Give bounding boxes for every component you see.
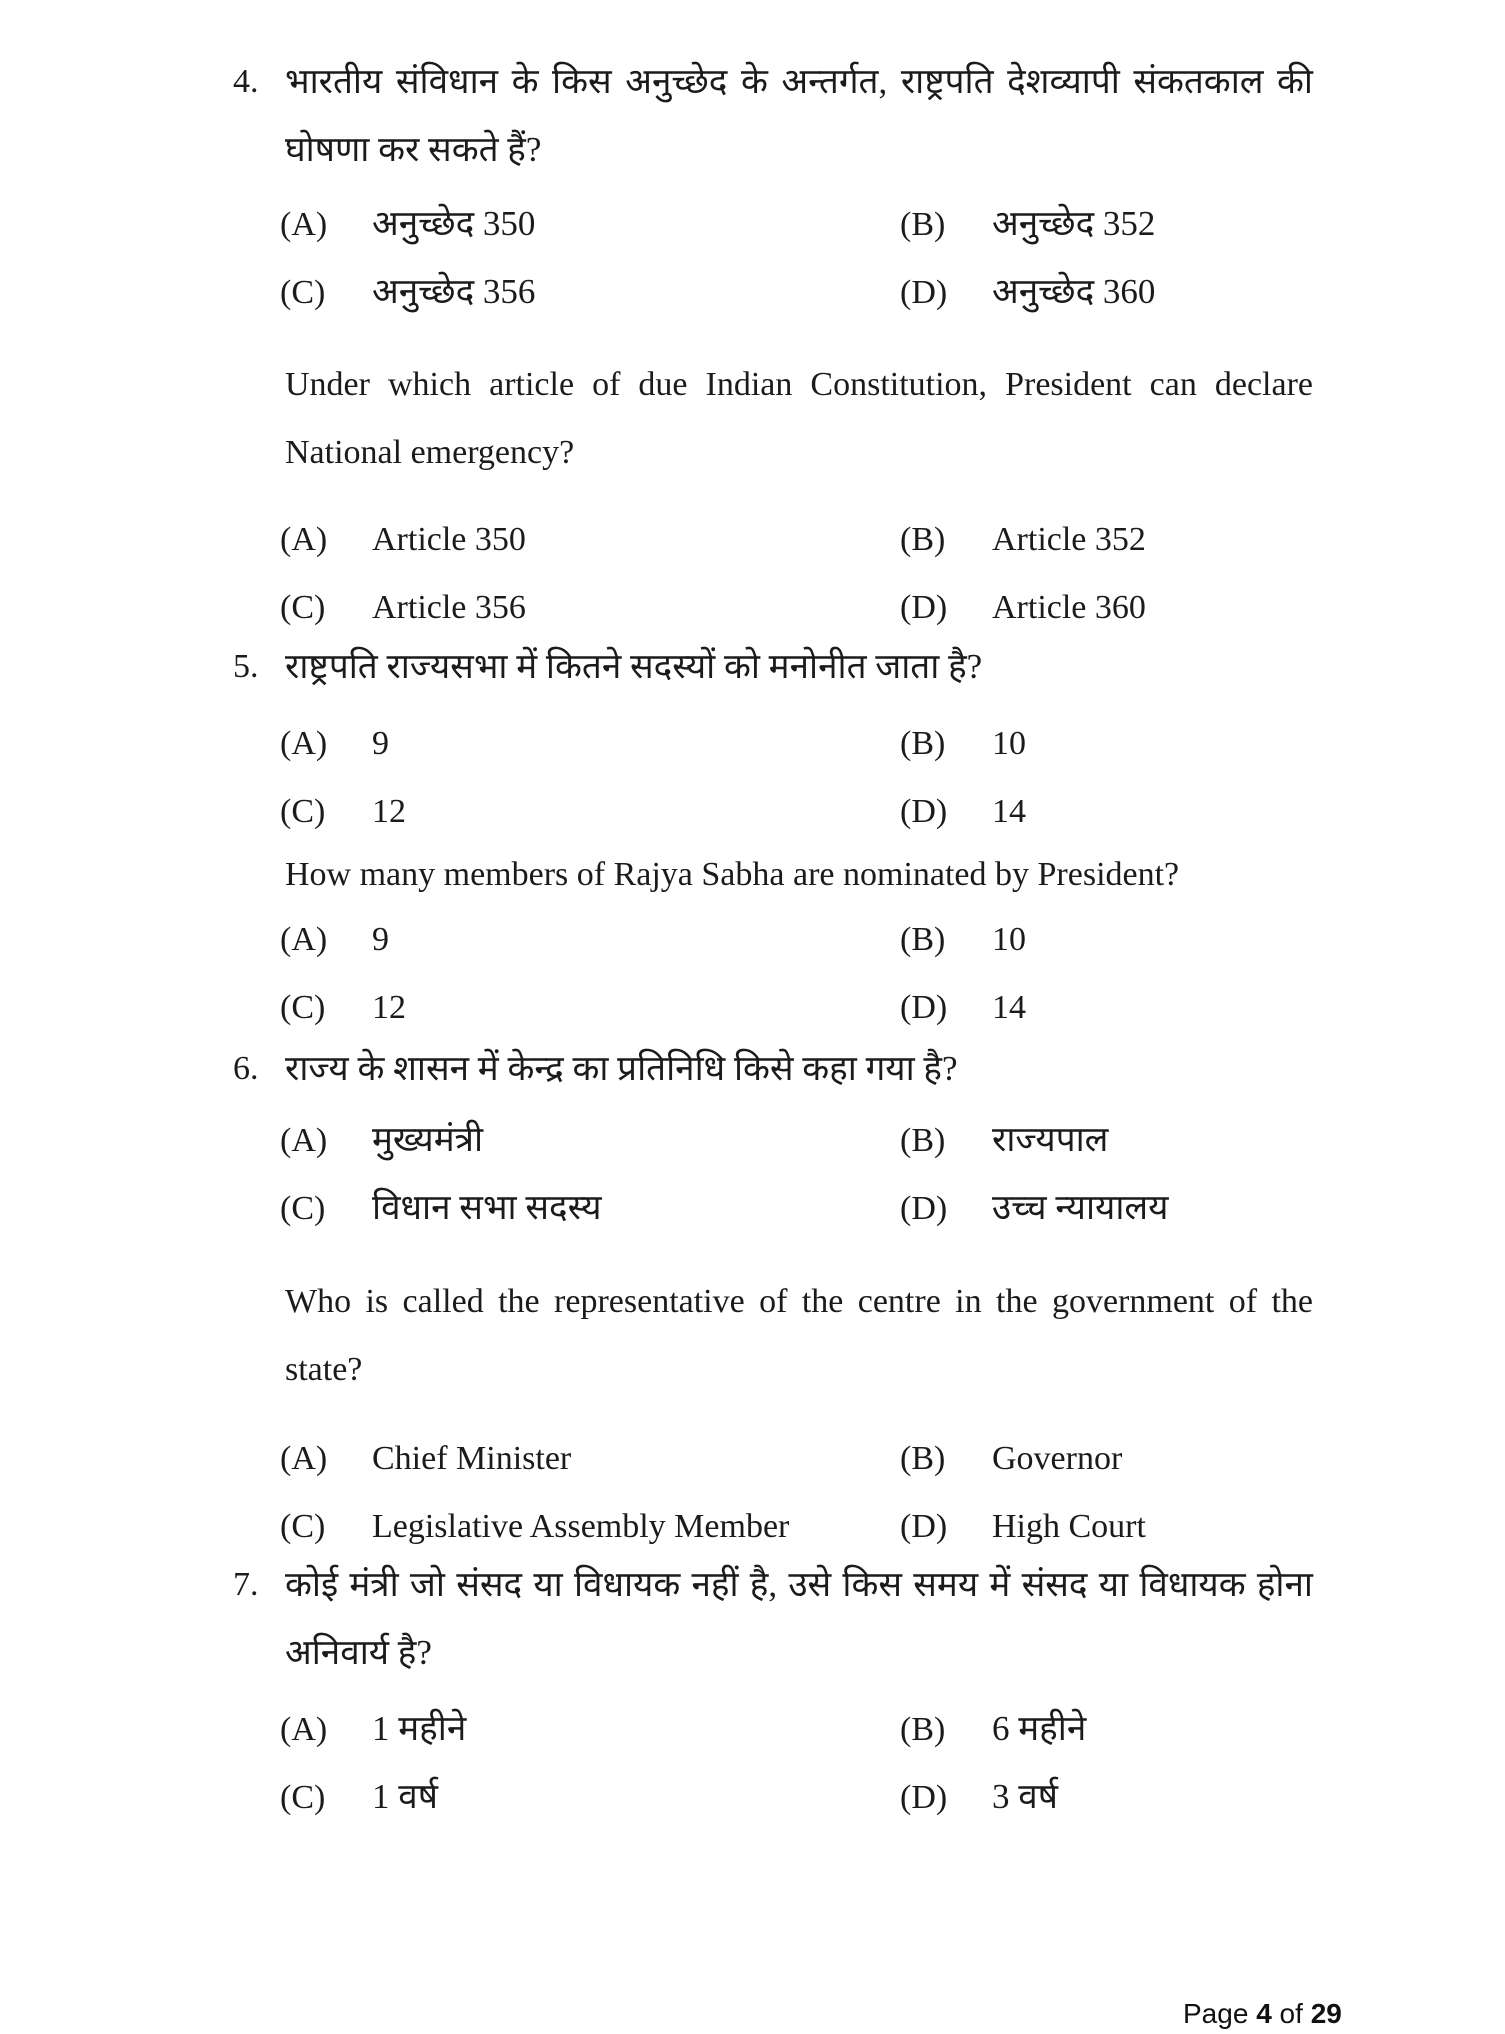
page-footer bbox=[1183, 1998, 1342, 2030]
question-5-hindi-options bbox=[0, 710, 1505, 846]
option-b bbox=[900, 190, 1155, 259]
option-label: (B) bbox=[900, 1440, 946, 1477]
option-text: 6 महीने bbox=[992, 1709, 1087, 1748]
option-b bbox=[900, 710, 1026, 778]
question-4-hindi bbox=[0, 48, 1505, 184]
option-text: 10 bbox=[992, 725, 1026, 762]
option-c bbox=[280, 1174, 602, 1243]
option-a bbox=[280, 1695, 466, 1764]
option-a bbox=[280, 1106, 483, 1175]
option-label: (D) bbox=[900, 1508, 948, 1545]
question-5-hindi bbox=[0, 633, 1505, 701]
option-a bbox=[280, 906, 389, 974]
option-label: (B) bbox=[900, 206, 946, 243]
option-text: Chief Minister bbox=[372, 1440, 572, 1477]
footer-current-page: 4 bbox=[1256, 1998, 1272, 2029]
option-text: अनुच्छेद 360 bbox=[992, 272, 1156, 311]
question-row bbox=[0, 633, 1505, 701]
option-text: 9 bbox=[372, 921, 389, 958]
option-text: 14 bbox=[992, 793, 1026, 830]
option-label: (B) bbox=[900, 921, 946, 958]
option-row bbox=[0, 258, 1505, 326]
question-7-hindi bbox=[0, 1551, 1505, 1687]
option-text: अनुच्छेद 352 bbox=[992, 204, 1156, 243]
option-text: राज्यपाल bbox=[992, 1120, 1109, 1159]
footer-page-word: Page bbox=[1183, 1998, 1249, 2029]
option-label: (B) bbox=[900, 521, 946, 558]
option-label: (C) bbox=[280, 989, 326, 1026]
option-row bbox=[0, 1695, 1505, 1763]
option-c bbox=[280, 574, 526, 642]
option-c bbox=[280, 974, 406, 1042]
option-text: 1 वर्ष bbox=[372, 1777, 438, 1816]
option-d bbox=[900, 778, 1026, 846]
option-b bbox=[900, 1106, 1108, 1175]
question-text-hindi: राज्य के शासन में केन्द्र का प्रतिनिधि किसे कहा गया है? bbox=[285, 1049, 958, 1088]
option-text: Article 352 bbox=[992, 521, 1146, 558]
option-a bbox=[280, 190, 535, 259]
option-b bbox=[900, 1695, 1086, 1764]
option-row bbox=[0, 506, 1505, 574]
question-4-hindi-options bbox=[0, 190, 1505, 326]
option-text: Article 356 bbox=[372, 589, 526, 626]
option-label: (A) bbox=[280, 1122, 328, 1159]
option-d bbox=[900, 974, 1026, 1042]
question-6-hindi bbox=[0, 1035, 1505, 1103]
option-label: (D) bbox=[900, 274, 948, 311]
option-text: अनुच्छेद 350 bbox=[372, 204, 536, 243]
option-text: 3 वर्ष bbox=[992, 1777, 1058, 1816]
question-number: 5. bbox=[233, 648, 259, 685]
option-label: (D) bbox=[900, 989, 948, 1026]
question-text-english: Who is called the representative of the centre in the government of the state? bbox=[285, 1283, 1313, 1388]
option-text: 12 bbox=[372, 793, 406, 830]
option-row bbox=[0, 906, 1505, 974]
option-a bbox=[280, 1425, 571, 1493]
question-4-english-options bbox=[0, 506, 1505, 642]
option-label: (D) bbox=[900, 793, 948, 830]
option-label: (C) bbox=[280, 1508, 326, 1545]
option-row bbox=[0, 190, 1505, 258]
option-row bbox=[0, 574, 1505, 642]
option-text: Article 360 bbox=[992, 589, 1146, 626]
question-6-hindi-options bbox=[0, 1106, 1505, 1242]
option-row bbox=[0, 1763, 1505, 1831]
option-text: High Court bbox=[992, 1508, 1146, 1545]
option-text: मुख्यमंत्री bbox=[372, 1120, 484, 1159]
option-row bbox=[0, 778, 1505, 846]
option-text: उच्च न्यायालय bbox=[992, 1188, 1169, 1227]
option-a bbox=[280, 506, 526, 574]
option-row bbox=[0, 1174, 1505, 1242]
option-label: (B) bbox=[900, 1122, 946, 1159]
question-7-hindi-options bbox=[0, 1695, 1505, 1831]
option-label: (C) bbox=[280, 589, 326, 626]
option-label: (A) bbox=[280, 921, 328, 958]
option-text: Legislative Assembly Member bbox=[372, 1508, 790, 1545]
option-text: अनुच्छेद 356 bbox=[372, 272, 536, 311]
option-b bbox=[900, 906, 1026, 974]
question-6-english bbox=[0, 1268, 1505, 1404]
option-c bbox=[280, 1763, 438, 1832]
option-b bbox=[900, 1425, 1122, 1493]
option-row bbox=[0, 1425, 1505, 1493]
option-label: (A) bbox=[280, 206, 328, 243]
option-text: Governor bbox=[992, 1440, 1123, 1477]
option-label: (A) bbox=[280, 1440, 328, 1477]
option-label: (C) bbox=[280, 1190, 326, 1227]
option-label: (B) bbox=[900, 725, 946, 762]
option-label: (A) bbox=[280, 521, 328, 558]
option-d bbox=[900, 1763, 1058, 1832]
question-row bbox=[0, 1551, 1505, 1687]
question-row bbox=[0, 1035, 1505, 1103]
question-text-english: How many members of Rajya Sabha are nominated by President? bbox=[285, 856, 1180, 893]
option-label: (C) bbox=[280, 274, 326, 311]
question-4-english bbox=[0, 351, 1505, 487]
option-text: 1 महीने bbox=[372, 1709, 467, 1748]
question-6-english-options bbox=[0, 1425, 1505, 1561]
question-text-hindi: राष्ट्रपति राज्यसभा में कितने सदस्यों को मनोनीत जाता है? bbox=[285, 647, 983, 686]
question-text-english: Under which article of due Indian Constitution, President can declare National emergency? bbox=[285, 366, 1313, 471]
option-text: 14 bbox=[992, 989, 1026, 1026]
option-label: (D) bbox=[900, 1190, 948, 1227]
option-label: (A) bbox=[280, 725, 328, 762]
option-text: 10 bbox=[992, 921, 1026, 958]
question-5-english-options bbox=[0, 906, 1505, 1042]
question-number: 7. bbox=[233, 1566, 259, 1603]
option-text: विधान सभा सदस्य bbox=[372, 1188, 602, 1227]
option-label: (D) bbox=[900, 1779, 948, 1816]
option-text: Article 350 bbox=[372, 521, 526, 558]
footer-total-pages: 29 bbox=[1310, 1998, 1342, 2029]
option-c bbox=[280, 778, 406, 846]
option-label: (B) bbox=[900, 1711, 946, 1748]
option-d bbox=[900, 574, 1146, 642]
footer-of-word: of bbox=[1279, 1998, 1303, 2029]
option-label: (C) bbox=[280, 1779, 326, 1816]
option-b bbox=[900, 506, 1146, 574]
question-text-hindi: भारतीय संविधान के किस अनुच्छेद के अन्तर्गत, राष्ट्रपति देशव्यापी संकतकाल की घोषणा कर सकते हैं? bbox=[285, 62, 1313, 169]
option-d bbox=[900, 258, 1155, 327]
option-text: 9 bbox=[372, 725, 389, 762]
option-a bbox=[280, 710, 389, 778]
question-number: 4. bbox=[233, 63, 259, 100]
option-label: (C) bbox=[280, 793, 326, 830]
option-row bbox=[0, 710, 1505, 778]
question-text-hindi: कोई मंत्री जो संसद या विधायक नहीं है, उसे किस समय में संसद या विधायक होना अनिवार्य है? bbox=[285, 1565, 1313, 1672]
question-row bbox=[0, 48, 1505, 184]
option-c bbox=[280, 258, 535, 327]
option-text: 12 bbox=[372, 989, 406, 1026]
option-row bbox=[0, 974, 1505, 1042]
question-5-english bbox=[0, 841, 1505, 909]
option-d bbox=[900, 1174, 1168, 1243]
option-row bbox=[0, 1106, 1505, 1174]
option-label: (A) bbox=[280, 1711, 328, 1748]
question-number: 6. bbox=[233, 1050, 259, 1087]
option-label: (D) bbox=[900, 589, 948, 626]
